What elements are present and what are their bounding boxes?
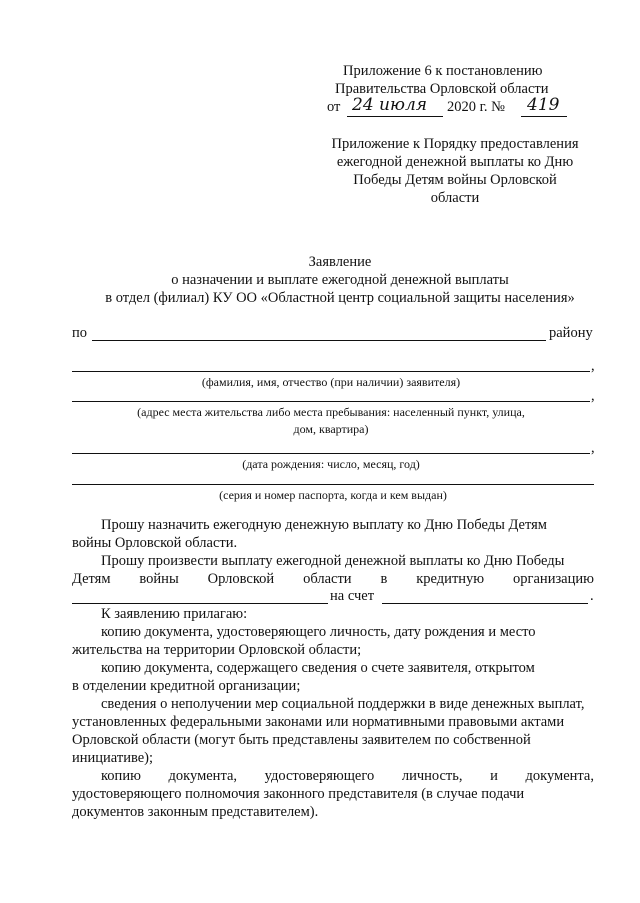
title-line-2: о назначении и выплате ежегодной денежной выплаты: [171, 272, 509, 288]
word: кредитную: [416, 571, 485, 587]
attachment-4-line-2: удостоверяющего полномочия законного представителя (в случае подачи: [72, 786, 525, 802]
word: войны: [139, 571, 179, 587]
district-prefix: по: [72, 325, 88, 341]
attachment-3-line-3: Орловской области (могут быть представлены заявителем по собственной: [72, 732, 531, 748]
word: организацию: [513, 571, 594, 587]
attachment-3-line-2: установленных федеральными законами или нормативными правовыми актами: [72, 714, 565, 730]
birth-date-field[interactable]: [72, 453, 590, 454]
header-line-1: Приложение 6 к постановлению: [343, 63, 543, 79]
document-title: [20, 253, 640, 307]
account-label: на счет: [330, 588, 375, 604]
appendix-line-2: ежегодной денежной выплаты ко Дню: [336, 154, 574, 170]
birth-comma: ,: [591, 440, 595, 456]
attachment-4-line-3: документов законным представителем).: [72, 804, 319, 820]
handwritten-date: 24 июля: [352, 95, 428, 115]
date-underline: [347, 116, 443, 117]
word: документа,: [168, 768, 238, 784]
word: области: [303, 571, 352, 587]
attachment-2-line-1: копию документа, содержащего сведения о счете заявителя, открытом: [101, 660, 535, 676]
word: и: [490, 768, 498, 784]
passport-field[interactable]: [72, 484, 594, 485]
attachment-3-line-4: инициативе);: [72, 750, 154, 766]
request-1-line-1: Прошу назначить ежегодную денежную выплату ко Дню Победы Детям: [101, 517, 547, 533]
address-field[interactable]: [72, 401, 590, 402]
account-number-field[interactable]: [382, 603, 588, 604]
header-date-prefix: от: [327, 99, 341, 115]
request-2-line-2: [72, 571, 594, 588]
request-2-line-1: Прошу произвести выплату ежегодной денежной выплаты ко Дню Победы: [101, 553, 565, 569]
title-line-3: в отдел (филиал) КУ ОО «Областной центр социальной защиты населения»: [105, 290, 575, 306]
word: личность,: [401, 768, 463, 784]
word: Орловской: [207, 571, 275, 587]
header-line-2: Правительства Орловской области: [335, 81, 549, 97]
passport-caption: (серия и номер паспорта, когда и кем выдан): [219, 488, 447, 502]
appendix-line-4: области: [430, 190, 480, 206]
fio-field[interactable]: [72, 371, 590, 372]
word: документа,: [525, 768, 594, 784]
word: в: [380, 571, 388, 587]
appendix-line-1: Приложение к Порядку предоставления: [331, 136, 579, 152]
address-caption-2: дом, квартира): [293, 422, 369, 436]
header-year-number: 2020 г. №: [447, 99, 506, 115]
appendix-block: [305, 135, 605, 207]
attachment-4-line-1: [101, 768, 594, 785]
handwritten-number: 419: [527, 95, 560, 115]
attachment-3-line-1: сведения о неполучении мер социальной поддержки в виде денежных выплат,: [101, 696, 585, 712]
account-period: .: [590, 588, 594, 604]
attachment-1-line-2: жительства на территории Орловской области;: [72, 642, 362, 658]
request-1-line-2: войны Орловской области.: [72, 535, 238, 551]
attachment-1-line-1: копию документа, удостоверяющего личность, дату рождения и место: [101, 624, 536, 640]
address-comma: ,: [591, 388, 595, 404]
attachments-intro: К заявлению прилагаю:: [101, 606, 248, 622]
appendix-line-3: Победы Детям войны Орловской: [353, 172, 557, 188]
district-field[interactable]: [92, 340, 546, 341]
attachment-2-line-2: в отделении кредитной организации;: [72, 678, 301, 694]
fio-caption: (фамилия, имя, отчество (при наличии) заявителя): [201, 375, 461, 389]
district-suffix: району: [549, 325, 593, 341]
title-line-1: Заявление: [308, 254, 372, 270]
word: копию: [101, 768, 141, 784]
credit-organization-field[interactable]: [72, 603, 328, 604]
word: Детям: [72, 571, 111, 587]
number-underline: [521, 116, 567, 117]
word: удостоверяющего: [264, 768, 375, 784]
fio-comma: ,: [591, 358, 595, 374]
address-caption-1: (адрес места жительства либо места пребывания: населенный пункт, улица,: [137, 405, 525, 419]
birth-caption: (дата рождения: число, месяц, год): [242, 457, 420, 471]
